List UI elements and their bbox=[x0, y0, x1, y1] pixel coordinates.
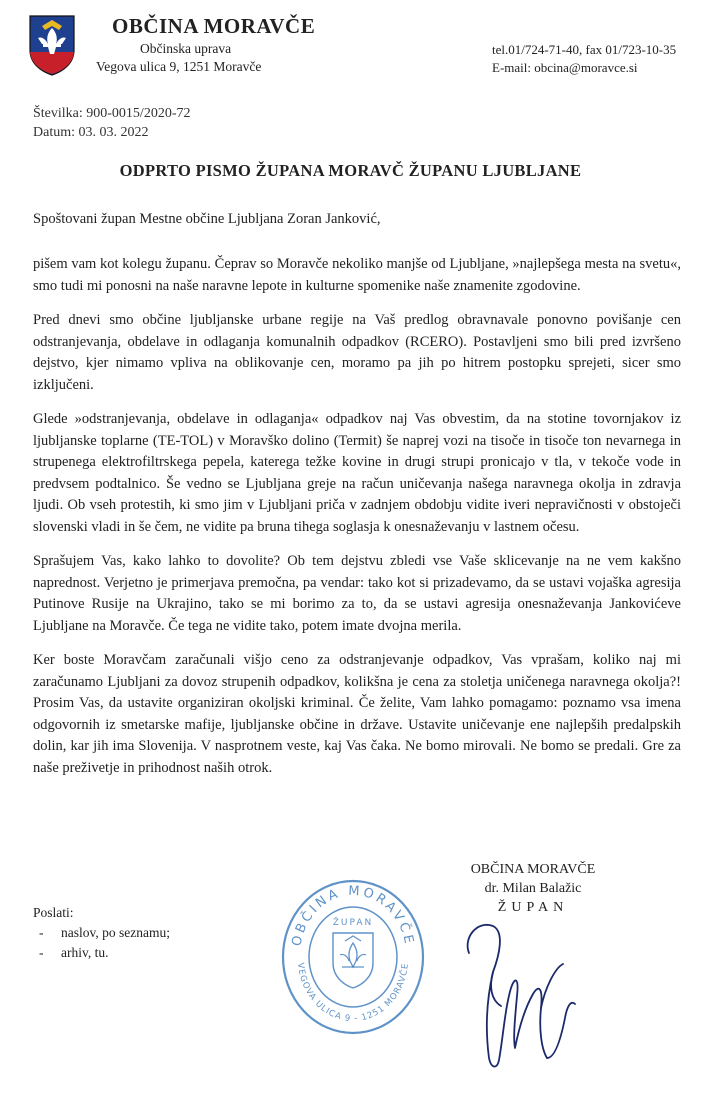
paragraph: pišem vam kot kolegu županu. Čeprav so Moravče nekoliko manjše od Ljubljane, »najlepšega mesta na svetu«, smo tudi mi ponosni na naše naravne lepote in kulturne spomenike naše znamenite zgodovine. bbox=[33, 256, 681, 294]
letter-body bbox=[33, 254, 681, 792]
distribution-label: Poslati: bbox=[33, 905, 74, 920]
org-title: OBČINA MORAVČE bbox=[112, 14, 316, 38]
handwritten-signature-icon bbox=[455, 908, 615, 1083]
official-stamp-icon bbox=[278, 875, 428, 1035]
document-title: ODPRTO PISMO ŽUPANA MORAVČ ŽUPANU LJUBLJANE bbox=[119, 161, 582, 180]
document-meta bbox=[33, 104, 191, 142]
signature-role: ŽUPAN bbox=[497, 900, 569, 915]
paragraph: Pred dnevi smo občine ljubljanske urbane regije na Vaš predlog obravnavale ponovno povišanje cen odstranjevanja, obdelave in odlaganja komunalnih odpadkov (RCERO). Postavljeni smo bili pred izvršeno dejstvo, kjer nimamo vpliva na oblikovanje cen, moramo pa jih po hitrem postopku sprejeti, sicer smo izključeni. bbox=[33, 312, 681, 393]
contact-phone: tel.01/724-71-40, fax 01/723-10-35 bbox=[492, 42, 677, 57]
document-date: Datum: 03. 03. 2022 bbox=[33, 125, 149, 140]
list-item: - arhiv, tu. bbox=[33, 943, 170, 963]
signature-name: dr. Milan Balažic bbox=[484, 881, 582, 896]
moravce-coat-of-arms-icon bbox=[28, 14, 76, 76]
org-subtitle: Občinska uprava bbox=[140, 41, 232, 56]
contact-email[interactable]: E-mail: obcina@moravce.si bbox=[492, 60, 638, 75]
svg-text:VEGOVA ULICA 9 - 1251 MORAVČE: VEGOVA ULICA 9 - 1251 MORAVČE bbox=[295, 962, 411, 1025]
document-number: Številka: 900-0015/2020-72 bbox=[33, 106, 191, 121]
distribution-list bbox=[33, 903, 170, 963]
paragraph: Sprašujem Vas, kako lahko to dovolite? Ob tem dejstvu zbledi vse Vaše sklicevanje na ne vem kakšno naprednost. Verjetno je primerjava premočna, pa vendar: tako kot si prizadevamo, da se ustavi vojaška agresija Putinove Rusije na Ukrajino, tako se mi borimo za to, da se ustavi agresija onesnaževanja Jankovićeve Ljubljane na Moravče. Če tega ne vidite tako, potem imate dvojna merila. bbox=[33, 553, 681, 634]
org-address: Vegova ulica 9, 1251 Moravče bbox=[96, 59, 262, 74]
signature-org: OBČINA MORAVČE bbox=[470, 862, 596, 877]
salutation: Spoštovani župan Mestne občine Ljubljana Zoran Janković, bbox=[33, 211, 381, 227]
paragraph: Glede »odstranjevanja, obdelave in odlaganja« odpadkov naj Vas obvestim, da na stotine tovornjakov iz ljubljanske toplarne (TE-TOL) v Moravško dolino (Termit) še naprej vozi na tisoče in tisoče ton nevarnega in strupenega elektrofiltrskega pepela, katerega težke kovine in drugi strupi pronicajo v tla, v tekoče vode in predvsem podtalnico. Še vedno se Ljubljana greje na račun uničevanja našega naravnega okolja in zdravja ljudi. Ob vseh protestih, ki smo jim v Ljubljani priča v zadnjem obdobju vidite iveri nepravičnosti v obstoječi slovenski vladi in še čem, ne vidite pa bruna tihega soglasja k onesnaževanju v lastnem očesu. bbox=[33, 411, 681, 535]
svg-text:OBČINA MORAVČE: OBČINA MORAVČE bbox=[289, 883, 417, 948]
contact-block bbox=[492, 41, 676, 77]
svg-text:ŽUPAN: ŽUPAN bbox=[332, 918, 374, 928]
paragraph: Ker boste Moravčam zaračunali višjo ceno za odstranjevanje odpadkov, Vas vprašam, koliko naj mi zaračunamo Ljubljani za dovoz strupenih odpadkov, kolikšna je cena za stoletja uničenega naravnega okolja?! Prosim Vas, da ustavite organiziran okoljski kriminal. Če želite, Vam lahko pomagamo: poznamo vsa imena odgovornih iz smetarske mafije, ljubljanske občine in države. Ustavite uničevanje ene najlepših predalpskih dolin, kar jih ima Slovenija. V nasprotnem veste, kaj Vas čaka. Ne bomo mirovali. Ne bomo se predali. Gre za naše preživetje in prihodnost naših otrok. bbox=[33, 652, 681, 776]
list-item: - naslov, po seznamu; bbox=[33, 923, 170, 943]
